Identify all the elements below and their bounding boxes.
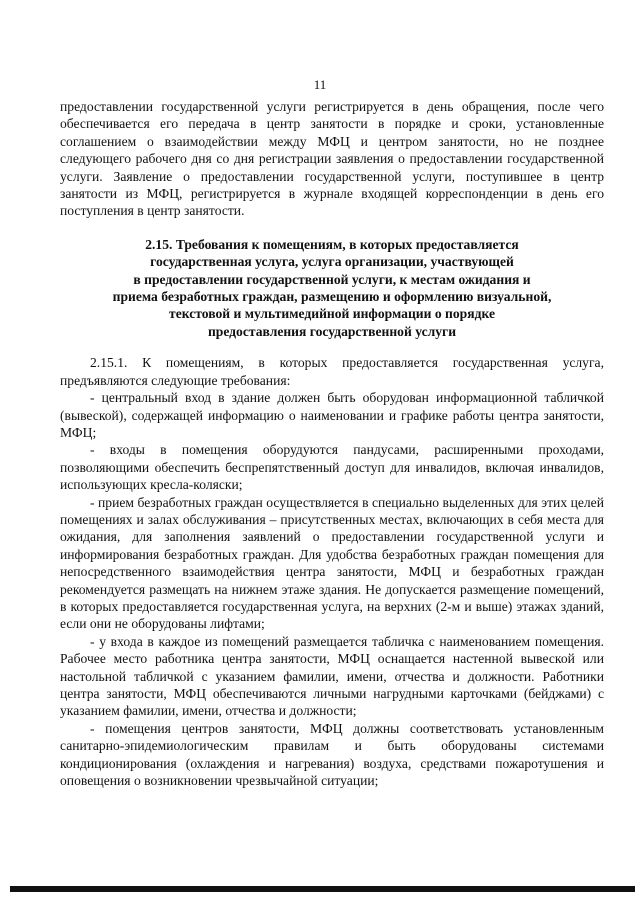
intro-paragraph: предоставлении государственной услуги регистрируется в день обращения, после чего обеспечивается его передача в центр занятости в порядке и сроки, установленные соглашением о взаимодействии между МФЦ и центром занятости, но не позднее следующего рабочего дня со дня регистрации заявления о предоставлении государственной услуги. Заявление о предоставлении государственной услуги, поступившее в центр занятости из МФЦ, регистрируется в журнале входящей корреспонденции в день его поступления в центр занятости. — [60, 99, 604, 219]
requirement-reception-areas: - прием безработных граждан осуществляется в специально выделенных для этих целей помещениях и залах обслуживания – присутственных местах, включающих в себя места для ожидания, для заполнения заявлений о предоставлении государственной услуги и информирования безработных граждан. Для удобства безработных граждан помещения для непосредственного взаимодействия центра занятости, МФЦ и безработных граждан рекомендуется размещать на нижнем этаже здания. Не допускается размещение помещений, в которых предоставляется государственная услуга, на верхних (2-м и выше) этажах зданий, если они не оборудованы лифтами; — [60, 494, 604, 632]
paragraph-2-15-1: 2.15.1. К помещениям, в которых предоставляется государственная услуга, предъявляются следующие требования: — [60, 355, 604, 388]
heading-line: 2.15. Требования к помещениям, в которых предоставляется — [145, 236, 519, 252]
document-body — [60, 98, 604, 789]
heading-line: предоставления государственной услуги — [207, 323, 457, 339]
requirement-room-signs: - у входа в каждое из помещений размещается табличка с наименованием помещения. Рабочее место работника центра занятости, МФЦ оснащается настенной вывеской или настольной табличкой с указанием фамилии, имени, отчества и должности. Работники центра занятости, МФЦ обеспечиваются личными нагрудными карточками (бейджами) с указанием фамилии, имени, отчества и должности; — [60, 633, 604, 719]
heading-line: государственная услуга, услуга организации, участвующей — [150, 254, 514, 270]
scan-border-line — [10, 886, 635, 892]
heading-line: в предоставлении государственной услуги, к местам ожидания и — [133, 271, 531, 287]
page-number: 11 — [313, 77, 327, 92]
heading-line: приема безработных граждан, размещению и оформлению визуальной, — [112, 289, 552, 305]
requirement-ramps: - входы в помещения оборудуются пандусами, расширенными проходами, позволяющими обеспечить беспрепятственный доступ для инвалидов, включая инвалидов, использующих кресла-коляски; — [60, 442, 604, 493]
section-heading — [60, 236, 604, 340]
requirement-sanitary: - помещения центров занятости, МФЦ должны соответствовать установленным санитарно-эпидемиологическим правилам и быть оборудованы системами кондиционирования (охлаждения и нагревания) воздуха, средствами пожаротушения и оповещения о возникновении чрезвычайной ситуации; — [60, 720, 604, 789]
heading-line: текстовой и мультимедийной информации о порядке — [169, 306, 495, 322]
requirement-entrance-sign: - центральный вход в здание должен быть оборудован информационной табличкой (вывеской), содержащей информацию о наименовании и графике работы центра занятости, МФЦ; — [60, 390, 604, 440]
